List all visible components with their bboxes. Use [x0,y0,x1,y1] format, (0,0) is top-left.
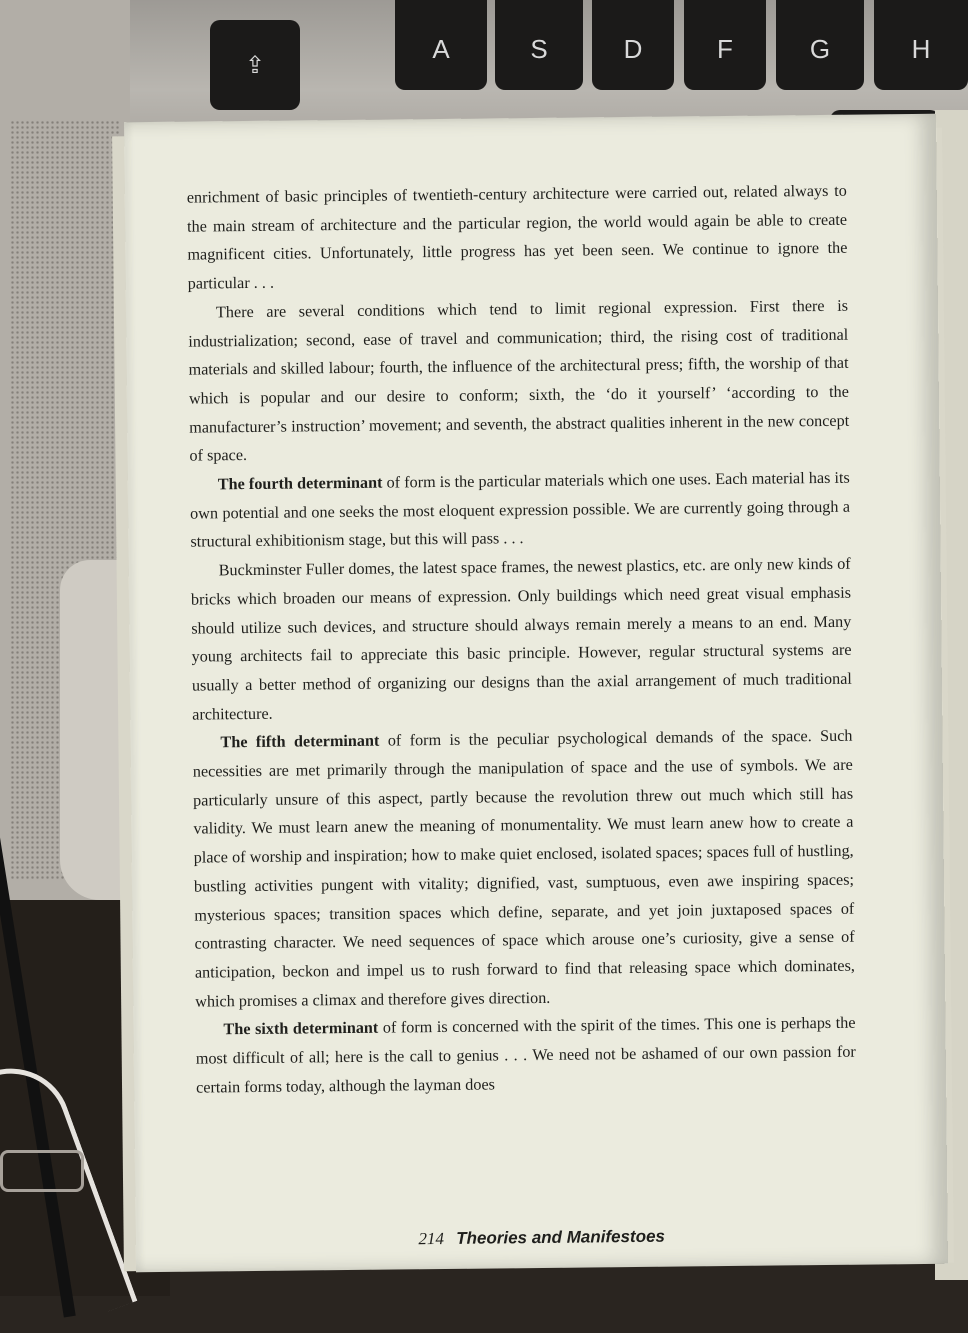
key-f: F [684,0,766,90]
shift-key: ⇪ [210,20,300,110]
paragraph: The sixth determinant of form is concerned with the spirit of the times. This one is perhaps the most difficult of all; here is the call to genius . . . We need not be ashamed of our own passion for certain forms today, although the layman does [195,1014,856,1097]
paragraph: enrichment of basic principles of twentieth-century architecture were carried out, related always to the main stream of architecture and the particular region, the world would again be able to create magnificent cities. Unfortunately, little progress has yet been seen. We continue to ignore the particular . . . [186,181,848,293]
paragraph: The fourth determinant of form is the particular materials which one uses. Each material has its own potential and one seeks the most eloquent expression possible. We are currently going through a structural exhibitionism stage, but this will pass . . . [190,468,851,552]
key-h: H [874,0,968,90]
key-a: A [395,0,487,90]
key-s: S [495,0,583,90]
book-title: Theories and Manifestoes [456,1226,666,1248]
paragraph-lead: The sixth determinant [223,1019,379,1039]
page-text [187,177,857,1102]
paragraph: Buckminster Fuller domes, the latest space frames, the newest plastics, etc. are only new kinds of bricks which broaden our means of expression. Only buildings which need great visual emphasis should utilize such devices, and structure should always remain merely a means to an end. Many young architects fail to appreciate this basic principle. However, regular structural systems are usually a better method of organizing our designs than the axial arrangement of much traditional architecture. [190,554,852,724]
binder-clip [0,1150,84,1192]
paragraph: There are several conditions which tend to limit regional expression. First there is industrialization; second, ease of travel and communication; third, the rising cost of traditional materials and skilled labour; fourth, the influence of the architectural press; fifth, the worship of that which is popular and our desire to conform; sixth, the ‘do it yourself’ ‘according to the manufacturer’s instruction’ movement; and seventh, the abstract qualities inherent in the new concept of space. [188,296,850,465]
paragraph-lead: The fourth determinant [217,473,383,494]
key-d: D [592,0,674,90]
paragraph: The fifth determinant of form is the peculiar psychological demands of the space. Such necessities are met primarily through the manipulation of space and the use of symbols. We are particularly unsure of this aspect, partly because the revolution threw out much which still has validity. We must learn anew the meaning of monumentality. We must learn anew how to create a place of worship and inspiration; how to make quiet enclosed, isolated spaces; spaces full of hustling, bustling activities pungent with vitality; dignified, vast, sumptuous, even awe inspiring spaces; mysterious spaces; transition spaces which define, separate, and yet join juxtaposed spaces of contrasting character. We need sequences of space which arouse one’s curiosity, give a sense of anticipation, beckon and impel us to rush forward to find that releasing space which dominates, which promises a climax and therefore gives direction. [192,727,855,1011]
book-page [124,114,948,1272]
page-footer [136,1224,948,1253]
key-g: G [776,0,864,90]
page-number: 214 [418,1228,445,1249]
paragraph-lead: The fifth determinant [220,732,380,752]
